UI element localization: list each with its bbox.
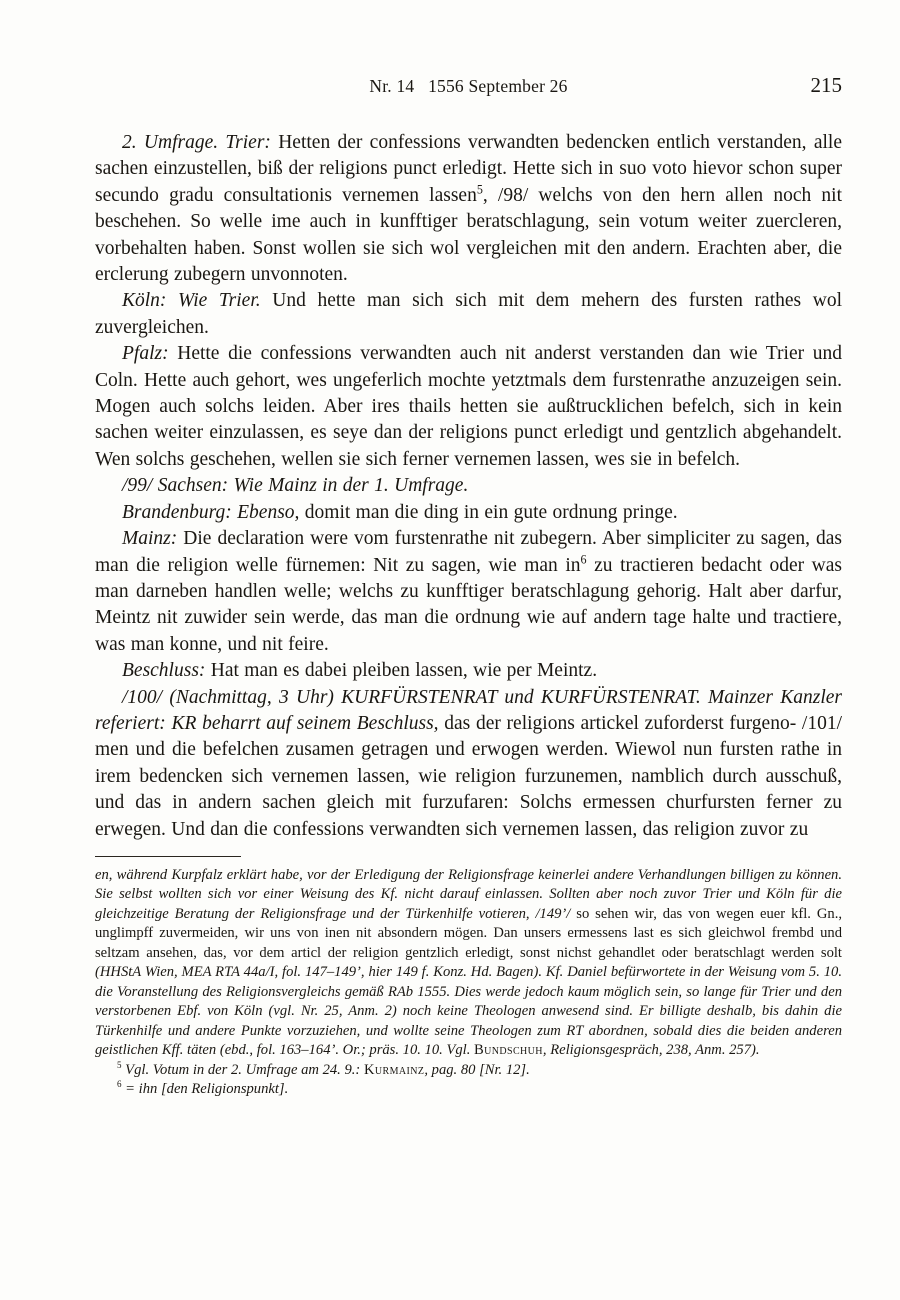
text-run: , pag. 80 [Nr. 12].	[424, 1061, 530, 1078]
text-run: Bundschuh	[474, 1042, 543, 1059]
text-run: Brandenburg: Ebenso,	[122, 501, 300, 523]
page-number: 215	[810, 73, 842, 97]
text-run: Mainz:	[122, 528, 178, 550]
footnote-reference: 5	[476, 182, 483, 197]
text-run: Die declaration were vom furstenrathe nit zubegern. Aber simpliciter zu sagen, das man die religion welle fürnemen: Nit zu sagen, wie man in	[95, 528, 842, 576]
text-run: en, während Kurpfalz erklärt habe, vor der Erledigung der Religionsfrage keinerlei andere Verhandlungen billigen zu können. Sie selbst wollten sich vor einer Weisung des Kf. nicht darauf einlassen. Sollten aber noch zuvor Trier und Köln für die gleichzeitige Beratung der Religionsfrage und der Türkenhilfe votieren, /149’/	[95, 866, 842, 922]
text-run: /99/ Sachsen: Wie Mainz in der 1. Umfrage.	[122, 475, 469, 497]
text-run: Köln: Wie Trier.	[122, 290, 261, 312]
text-run: so sehen wir, das von wegen euer kfl. Gn., unglimpff zuvermeiden, wir uns von inen nit absondern mögen. Dan unsers ermessens last es sich gleichwol frembd und seltzam ansehen, das, vor dem articl der religion gentzlich erledigt, sonst nichst gehandlet oder beratschlagt werden solt	[95, 905, 842, 961]
text-run: Und hette man sich sich mit dem mehern des fursten rathes wol zuvergleichen.	[95, 290, 842, 338]
text-run: zu tractieren bedacht oder was man darneben handlen welle; welchs zu kunfftiger beratschlagung gehorig. Halt aber darfur, Meintz nit zuwider sein werde, das man die ordnung wie auf andern tage halte und tractiere, was man konne, und nit feire.	[95, 554, 842, 655]
footnote-reference: 6	[580, 552, 587, 566]
text-run: /100/ (Nachmittag, 3 Uhr) KURFÜRSTENRAT und KURFÜRSTENRAT. Mainzer Kanzler referiert: KR beharrt auf seinem Beschluss,	[95, 686, 842, 734]
text-run: Kurmainz	[363, 1061, 425, 1078]
footnote-continuation	[95, 866, 842, 1061]
text-run: , Religionsgespräch, 238, Anm. 257).	[542, 1042, 760, 1059]
text-run: Hetten der confessions verwandten bedencken entlich verstanden, alle sachen einzustellen, biß der religions punct erledigt. Hette sich in suo voto hievor schon super secundo gradu consultationis vernemen lassen	[95, 132, 842, 206]
body-text	[95, 130, 842, 843]
text-run: Hat man es dabei pleiben lassen, wie per Meintz.	[205, 660, 598, 682]
text-run: , /98/ welchs von den hern allen noch nit beschehen. So welle ime auch in kunfftiger beratschlagung, sein votum weiter zuercleren, vorbehalten haben. Sonst wollen sie sich wol vergleichen mit den andern. Erachten aber, die erclerung zubegern unvonnoten.	[95, 184, 842, 286]
footnotes	[95, 866, 842, 1100]
text-run: 2. Umfrage. Trier:	[122, 132, 271, 153]
text-run: Pfalz:	[122, 343, 169, 365]
footnote-separator	[95, 856, 241, 857]
footnote-item	[95, 1061, 842, 1081]
running-head: Nr. 14 1556 September 26	[369, 76, 568, 96]
paragraph	[95, 288, 842, 341]
text-run: Beschluss:	[122, 660, 206, 682]
paragraph	[95, 685, 842, 843]
paragraph	[95, 341, 842, 473]
text-run: das der religions artickel zuforderst furgeno- /101/ men und die befelchen zusamen getragen und erwogen werden. Wiewol nun fursten rathe in irem bedencken sich vernemen lassen, wie religion furzunemen, namblich durch ausschuß, und das in andern sachen gleich mit furzufaren: Solchs ermessen churfursten ferner zu erwegen. Und dan die confessions verwandten sich vernemen lassen, das religion zuvor zu	[95, 712, 842, 840]
text-run: domit man die ding in ein gute ordnung pringe.	[299, 501, 678, 523]
paragraph	[95, 473, 842, 499]
paragraph	[95, 130, 842, 288]
page-header	[95, 73, 842, 106]
text-run: Hette die confessions verwandten auch nit anderst verstanden dan wie Trier und Coln. Hette auch gehort, wes ungeferlich mochte yetztmals dem furstenrathe anzuzeigen sein. Mogen auch solchs leiden. Aber ires thails hetten sie außtrucklichen befelch, sich in kein sachen weiter einzulassen, es seye dan der religions punct erledigt und gentzlich abgehandelt. Wen solchs geschehen, wellen sie sich ferner vernemen lassen, wes sie in befelch.	[95, 343, 842, 470]
text-run: (HHStA Wien, MEA RTA 44a/I, fol. 147–149’, hier 149 f. Konz. Hd. Bagen). Kf. Daniel befürwortete in der Weisung vom 5. 10. die Voranstellung des Religionsvergleichs gemäß RAb 1555. Dies werde jedoch kaum möglich sein, so lange für Trier und den verstorbenen Ebf. von Köln (vgl. Nr. 25, Anm. 2) noch keine Theologen anwesend sind. Er billigte deshalb, bis dahin die Türkenhilfe und andere Punkte vorzuziehen, und wollte seine Theologen zum RT abordnen, sobald dies die beiden anderen geistlichen Kff. täten (ebd., fol. 163–164’. Or.; präs. 10. 10. Vgl.	[95, 964, 842, 1059]
paragraph	[95, 500, 842, 526]
footnote-number: 5	[117, 1060, 122, 1071]
footnote-number: 6	[117, 1079, 122, 1090]
paragraph	[95, 658, 842, 684]
text-run: = ihn [den Religionspunkt].	[121, 1081, 289, 1098]
footnote-item	[95, 1080, 842, 1100]
text-run: Vgl. Votum in der 2. Umfrage am 24. 9.:	[121, 1061, 364, 1078]
paragraph	[95, 526, 842, 658]
